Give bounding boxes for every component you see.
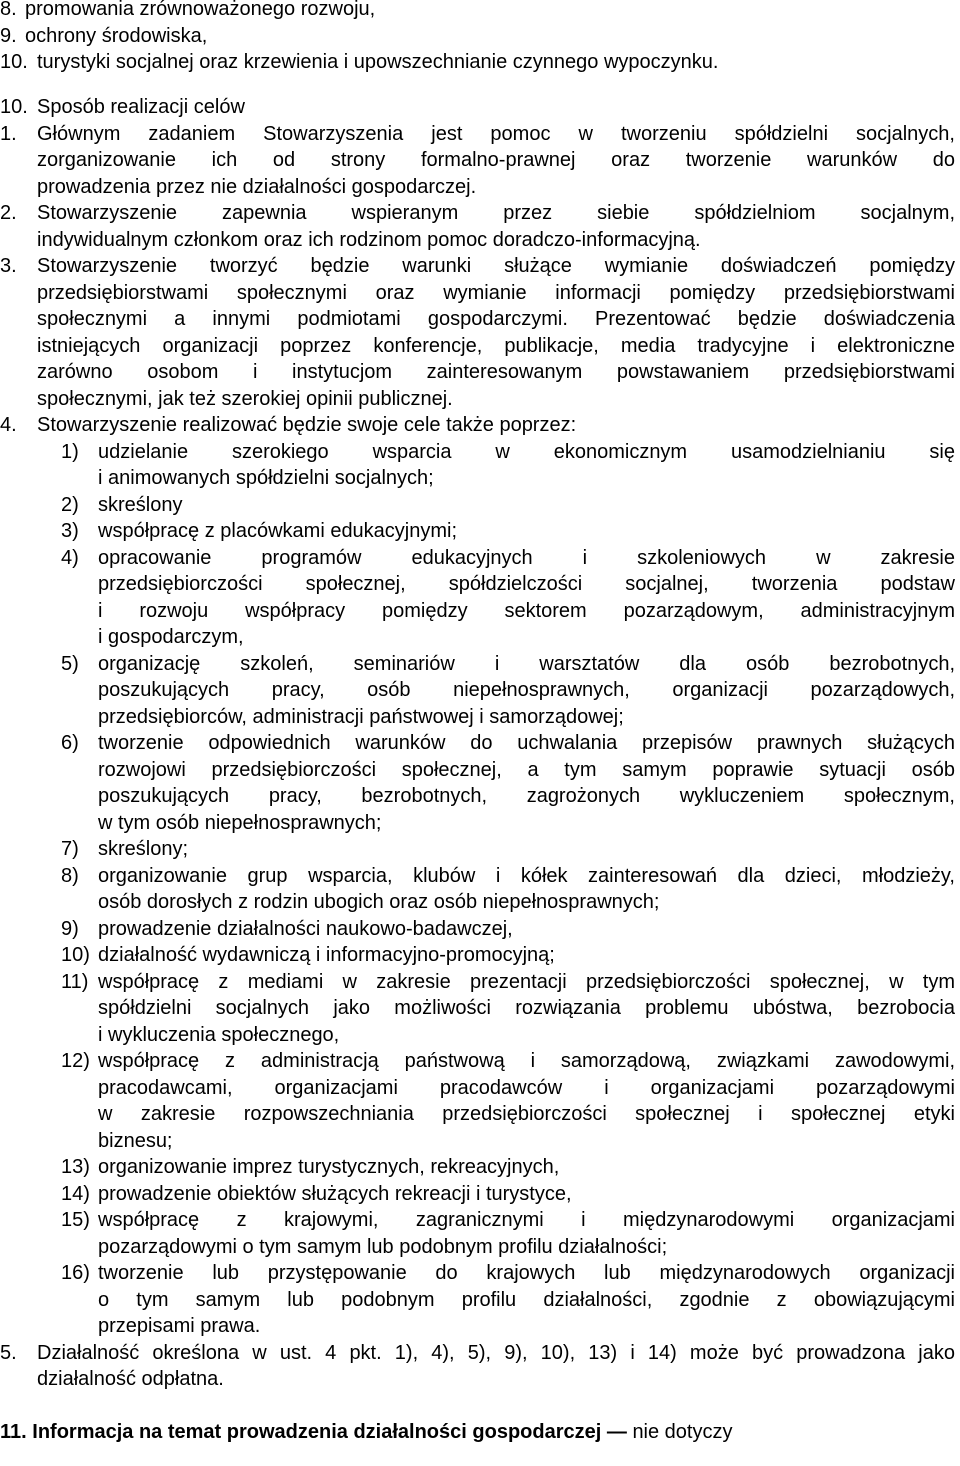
sublist-item-line: i gospodarczym, (98, 626, 244, 648)
sublist-item-line: w zakresie rozpowszechniania przedsiębiorczości społecznej i społecznej etyki (98, 1103, 955, 1125)
list-item-text: ochrony środowiska, (25, 24, 208, 47)
sublist-label: 9) (61, 917, 79, 940)
section-number: 10. (0, 96, 28, 118)
sublist-label: 1) (61, 440, 79, 463)
paragraph-number: 5. (0, 1341, 17, 1364)
sublist-item-line: organizację szkoleń, seminariów i warsztatów dla osób bezrobotnych, (98, 652, 955, 675)
sublist-item-line: przedsiębiorców, administracji państwowej i samorządowej; (98, 705, 624, 728)
sublist-item-line: udzielanie szerokiego wsparcia w ekonomicznym usamodzielnianiu się (98, 440, 955, 463)
sublist-label: 11) (61, 970, 89, 993)
paragraph-1-line: zorganizowanie ich od strony formalno-prawnej oraz tworzenie warunków do (37, 149, 955, 171)
sublist-item-line: organizowanie imprez turystycznych, rekreacyjnych, (98, 1156, 560, 1178)
sublist-label: 16) (61, 1262, 90, 1284)
section-value: nie dotyczy (632, 1421, 733, 1443)
sublist-item-line: organizowanie grup wsparcia, klubów i kółek zainteresowań dla dzieci, młodzieży, (98, 864, 955, 887)
paragraph-2-line: indywidualnym członkom oraz ich rodzinom pomoc doradczo-informacyjną. (37, 228, 701, 251)
sublist-item-line: pozarządowymi o tym samym lub podobnym profilu działalności; (98, 1235, 668, 1258)
sublist-item-line: w tym osób niepełnosprawnych; (98, 811, 382, 834)
paragraph-number: 1. (0, 122, 17, 145)
paragraph-3-line: przedsiębiorstwami społecznymi oraz wymianie informacji pomiędzy przedsiębiorstwami (37, 281, 955, 304)
paragraph-number: 2. (0, 202, 17, 224)
paragraph-1-line: prowadzenia przez nie działalności gospodarczej. (37, 175, 477, 198)
sublist-item-line: i rozwoju współpracy pomiędzy sektorem pozarządowym, administracyjnym (98, 599, 955, 622)
sublist-item-line: i animowanych spółdzielni socjalnych; (98, 467, 434, 489)
sublist-item-line: działalność wydawniczą i informacyjno-promocyjną; (98, 944, 555, 966)
section-number: 11. (0, 1421, 27, 1443)
list-number: 9. (0, 24, 17, 47)
sublist-item-line: opracowanie programów edukacyjnych i szkoleniowych w zakresie (98, 546, 955, 569)
sublist-item-line: prowadzenie działalności naukowo-badawczej, (98, 917, 513, 940)
sublist-label: 13) (61, 1156, 90, 1178)
paragraph-3-line: społecznymi, jak też szerokiej opinii publicznej. (37, 387, 453, 410)
sublist-item-line: tworzenie odpowiednich warunków do uchwalania przepisów prawnych służących (98, 732, 955, 754)
list-item-text: promowania zrównoważonego rozwoju, (25, 0, 376, 20)
sublist-label: 10) (61, 944, 90, 966)
sublist-item-line: i wykluczenia społecznego, (98, 1023, 340, 1046)
sublist-item-line: skreślony; (98, 838, 189, 860)
sublist-item-line: poszukujących pracy, osób niepełnosprawnych, organizacji pozarządowych, (98, 679, 955, 701)
sublist-label: 14) (61, 1182, 90, 1205)
sublist-label: 3) (61, 520, 79, 542)
paragraph-number: 4. (0, 414, 17, 436)
sublist-item-line: spółdzielni socjalnych jako możliwości rozwiązania problemu ubóstwa, bezrobocia (98, 997, 955, 1019)
sublist-label: 2) (61, 493, 79, 516)
paragraph-5-line: Działalność określona w ust. 4 pkt. 1), 4), 5), 9), 10), 13) i 14) może być prowadzona jako (37, 1341, 955, 1364)
sublist-label: 7) (61, 838, 79, 860)
paragraph-3-line: zarówno osobom i instytucjom zainteresowanym powstawaniem przedsiębiorstwami (37, 361, 955, 383)
sublist-label: 4) (61, 546, 79, 569)
paragraph-3-line: Stowarzyszenie tworzyć będzie warunki służące wymianie doświadczeń pomiędzy (37, 255, 955, 277)
sublist-item-line: skreślony (98, 493, 183, 516)
sublist-label: 6) (61, 732, 79, 754)
sublist-item-line: poszukujących pracy, bezrobotnych, zagrożonych wykluczeniem społecznym, (98, 785, 955, 807)
section-heading: Sposób realizacji celów (37, 96, 245, 118)
list-number: 10. (0, 51, 28, 73)
list-number: 8. (0, 0, 17, 20)
paragraph-2-line: Stowarzyszenie zapewnia wspieranym przez siebie spółdzielniom socjalnym, (37, 202, 955, 224)
sublist-item-line: pracodawcami, organizacjami pracodawców i organizacjami pozarządowymi (98, 1076, 955, 1099)
sublist-item-line: biznesu; (98, 1129, 173, 1152)
list-item-text: turystyki socjalnej oraz krzewienia i upowszechnianie czynnego wypoczynku. (37, 51, 719, 73)
sublist-item-line: współpracę z krajowymi, zagranicznymi i międzynarodowymi organizacjami (98, 1209, 955, 1231)
paragraph-1-line: Głównym zadaniem Stowarzyszenia jest pomoc w tworzeniu spółdzielni socjalnych, (37, 122, 955, 145)
paragraph-3-line: społecznymi a innymi podmiotami gospodarczymi. Prezentować będzie doświadczenia (37, 308, 955, 330)
section-11-heading (0, 1419, 733, 1446)
sublist-label: 5) (61, 652, 79, 675)
em-dash: — (606, 1421, 627, 1443)
sublist-item-line: przepisami prawa. (98, 1315, 261, 1337)
paragraph-number: 3. (0, 255, 17, 277)
paragraph-3-line: istniejących organizacji poprzez konferencje, publikacje, media tradycyjne i elektroniczne (37, 334, 955, 357)
sublist-item-line: współpracę z placówkami edukacyjnymi; (98, 520, 458, 542)
sublist-item-line: o tym samym lub podobnym profilu działalności, zgodnie z obowiązującymi (98, 1288, 955, 1311)
sublist-item-line: tworzenie lub przystępowanie do krajowych lub międzynarodowych organizacji (98, 1262, 955, 1284)
sublist-item-line: prowadzenie obiektów służących rekreacji i turystyce, (98, 1182, 572, 1205)
sublist-label: 12) (61, 1050, 90, 1072)
section-heading: Informacja na temat prowadzenia działalności gospodarczej (32, 1421, 602, 1443)
sublist-item-line: osób dorosłych z rodzin ubogich oraz osób niepełnosprawnych; (98, 891, 660, 913)
sublist-item-line: rozwojowi przedsiębiorczości społecznej, a tym samym poprawie sytuacji osób (98, 758, 955, 781)
sublist-label: 8) (61, 864, 79, 887)
paragraph-5-line: działalność odpłatna. (37, 1368, 224, 1390)
paragraph-4-intro: Stowarzyszenie realizować będzie swoje cele także poprzez: (37, 414, 577, 436)
sublist-label: 15) (61, 1209, 90, 1231)
sublist-item-line: współpracę z administracją państwową i samorządową, związkami zawodowymi, (98, 1050, 955, 1072)
sublist-item-line: współpracę z mediami w zakresie prezentacji przedsiębiorczości społecznej, w tym (98, 970, 955, 993)
sublist-item-line: przedsiębiorczości społecznej, spółdzielczości socjalnej, tworzenia podstaw (98, 573, 955, 595)
